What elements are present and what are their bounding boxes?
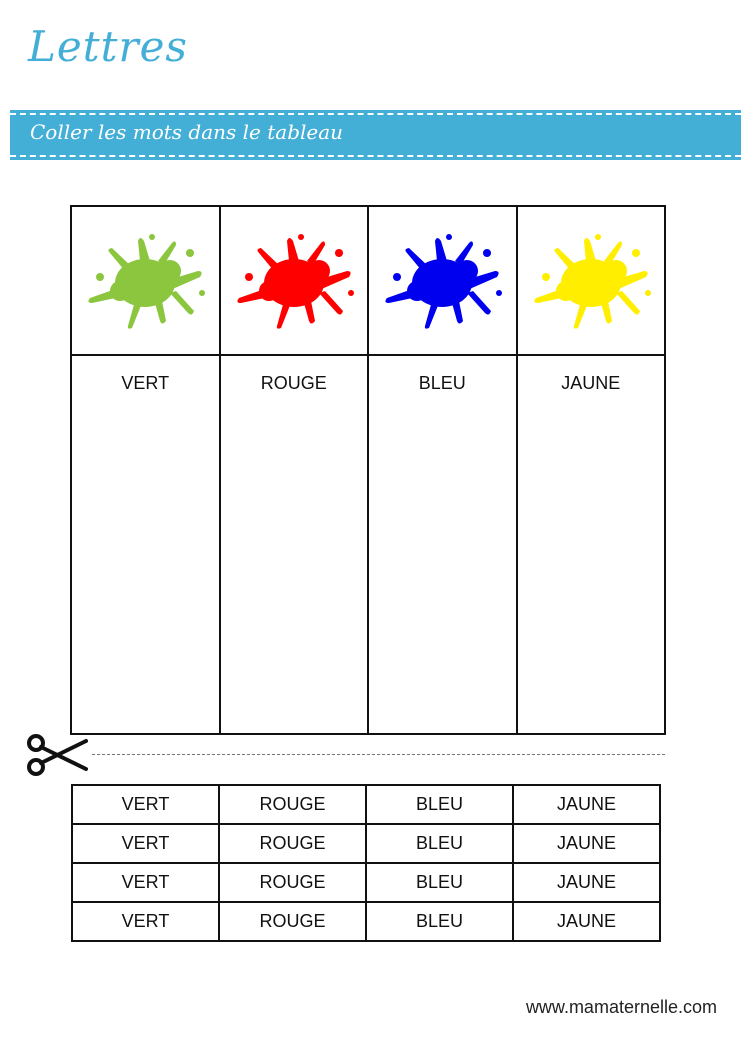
word-cell[interactable]: JAUNE — [513, 902, 660, 941]
word-cell[interactable]: VERT — [72, 902, 219, 941]
table-row — [72, 902, 660, 941]
word-cell[interactable]: JAUNE — [513, 863, 660, 902]
paint-splat-icon — [80, 231, 210, 331]
cutout-words-table — [71, 784, 661, 942]
paint-splat-icon — [229, 231, 359, 331]
table-row — [72, 863, 660, 902]
scissors-icon — [24, 733, 88, 777]
column-label: ROUGE — [260, 373, 327, 393]
dashed-cut-line — [92, 754, 665, 755]
paste-column-green[interactable] — [71, 355, 220, 734]
word-cell[interactable]: ROUGE — [219, 863, 366, 902]
instruction-banner — [10, 110, 741, 160]
paint-splat-icon — [526, 231, 656, 331]
word-cell[interactable]: BLEU — [366, 863, 513, 902]
word-cell[interactable]: JAUNE — [513, 824, 660, 863]
table-row — [72, 824, 660, 863]
word-cell[interactable]: VERT — [72, 863, 219, 902]
column-label: JAUNE — [561, 373, 621, 393]
table-row — [72, 785, 660, 824]
color-cell-red — [220, 206, 369, 355]
paste-column-blue[interactable] — [368, 355, 517, 734]
word-cell[interactable]: VERT — [72, 824, 219, 863]
paste-column-yellow[interactable] — [517, 355, 666, 734]
instruction-text: Coller les mots dans le tableau — [30, 120, 344, 144]
color-sorting-table — [70, 205, 666, 735]
paste-column-red[interactable] — [220, 355, 369, 734]
color-cell-yellow — [517, 206, 666, 355]
word-cell[interactable]: JAUNE — [513, 785, 660, 824]
page-title: Lettres — [28, 22, 188, 71]
column-label: BLEU — [418, 373, 466, 393]
column-label: VERT — [121, 373, 170, 393]
word-cell[interactable]: ROUGE — [219, 785, 366, 824]
word-cell[interactable]: BLEU — [366, 824, 513, 863]
color-cell-blue — [368, 206, 517, 355]
paint-splat-icon — [377, 231, 507, 331]
color-cell-green — [71, 206, 220, 355]
word-cell[interactable]: BLEU — [366, 902, 513, 941]
word-cell[interactable]: VERT — [72, 785, 219, 824]
cut-line — [20, 733, 665, 777]
word-cell[interactable]: ROUGE — [219, 902, 366, 941]
word-cell[interactable]: ROUGE — [219, 824, 366, 863]
website-url[interactable]: www.mamaternelle.com — [525, 997, 717, 1017]
word-cell[interactable]: BLEU — [366, 785, 513, 824]
